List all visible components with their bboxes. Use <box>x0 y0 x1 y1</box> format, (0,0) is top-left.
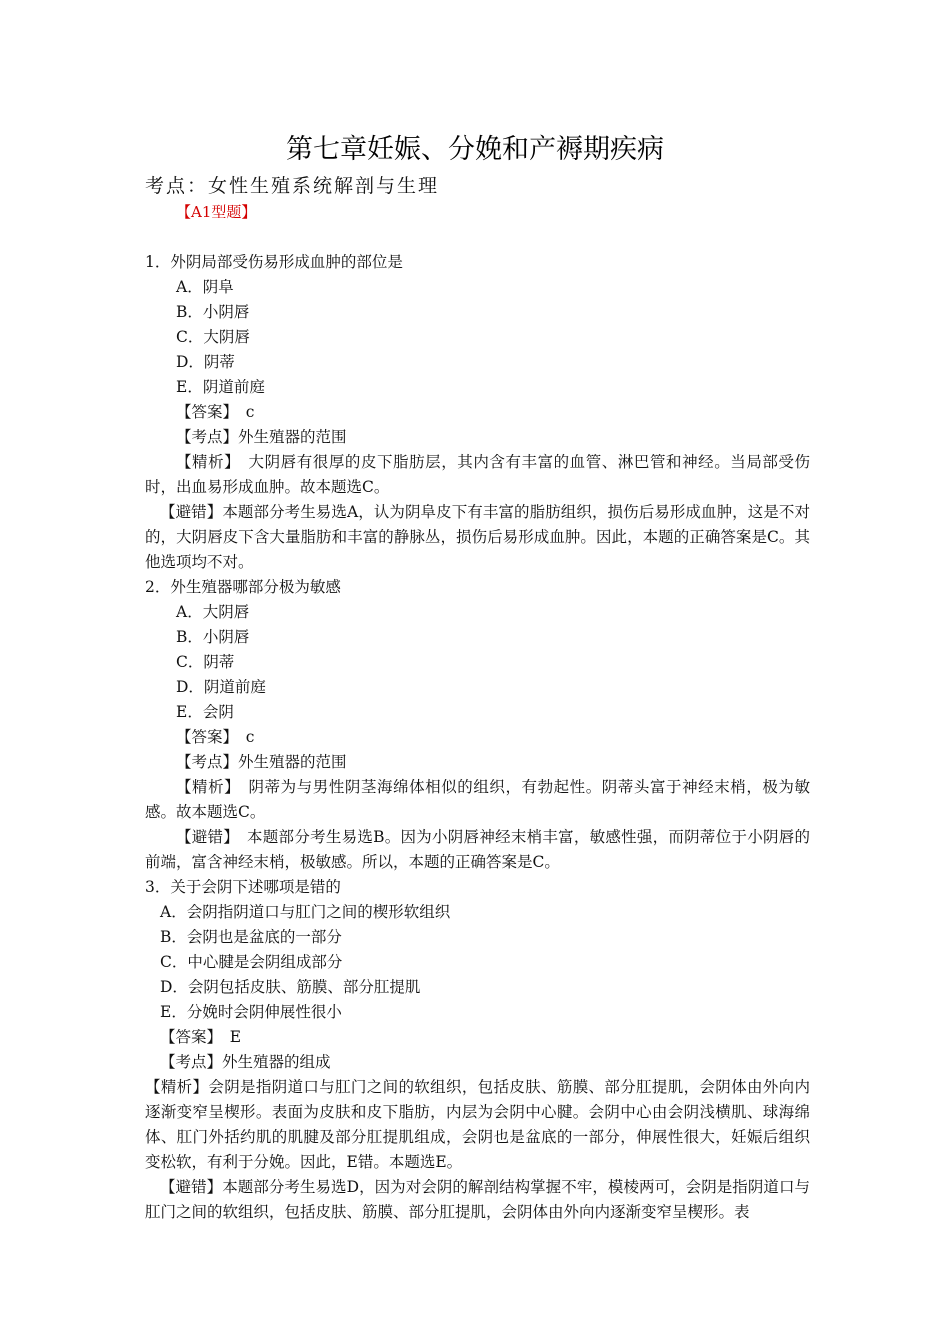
q3-stem: 3．关于会阴下述哪项是错的 <box>145 878 341 896</box>
chapter-title: 第七章妊娠、分娩和产褥期疾病 <box>286 134 664 165</box>
q3-option-e: E．分娩时会阴伸展性很小 <box>160 1003 342 1021</box>
q3-error: 【避错】本题部分考生易选D，因为对会阴的解剖结构掌握不牢，模棱两可，会阴是指阴道口与肛门之间的软组织，包括皮肤、筋膜、部分肛提肌，会阴体由外向内逐渐变窄呈楔形。表 <box>145 1178 810 1221</box>
q2-option-c: C．阴蒂 <box>176 653 235 671</box>
question-type-label: 【A1型题】 <box>176 203 257 221</box>
q1-option-e: E．阴道前庭 <box>176 378 265 396</box>
q1-option-c: C．大阴唇 <box>176 328 250 346</box>
q2-option-e: E．会阴 <box>176 703 234 721</box>
q3-option-c: C．中心腱是会阴组成部分 <box>160 953 343 971</box>
q3-option-b: B．会阴也是盆底的一部分 <box>160 928 342 946</box>
q1-option-b: B．小阴唇 <box>176 303 250 321</box>
exam-point-heading: 考点：女性生殖系统解剖与生理 <box>145 175 440 197</box>
q2-error: 【避错】 本题部分考生易选B。因为小阴唇神经末梢丰富，敏感性强，而阴蒂位于小阴唇的前端，富含神经末梢，极敏感。所以，本题的正确答案是C。 <box>145 828 810 871</box>
q3-option-d: D．会阴包括皮肤、筋膜、部分肛提肌 <box>160 978 421 996</box>
q1-error: 【避错】本题部分考生易选A，认为阴阜皮下有丰富的脂肪组织，损伤后易形成血肿，这是不对的，大阴唇皮下含大量脂肪和丰富的静脉丛，损伤后易形成血肿。因此，本题的正确答案是C。其他选项均不对。 <box>145 503 810 571</box>
q3-option-a: A．会阴指阴道口与肛门之间的楔形软组织 <box>160 903 451 921</box>
q2-option-d: D．阴道前庭 <box>176 678 266 696</box>
q2-answer: 【答案】 c <box>176 728 255 746</box>
q2-option-a: A．大阴唇 <box>176 603 250 621</box>
q1-point: 【考点】外生殖器的范围 <box>176 428 347 446</box>
q1-option-d: D．阴蒂 <box>176 353 235 371</box>
q1-analysis: 【精析】 大阴唇有很厚的皮下脂肪层，其内含有丰富的血管、淋巴管和神经。当局部受伤时，出血易形成血肿。故本题选C。 <box>145 453 810 496</box>
q1-stem: 1．外阴局部受伤易形成血肿的部位是 <box>145 253 403 271</box>
q1-option-a: A．阴阜 <box>176 278 234 296</box>
q2-point: 【考点】外生殖器的范围 <box>176 753 347 771</box>
q3-point: 【考点】外生殖器的组成 <box>160 1053 331 1071</box>
q2-option-b: B．小阴唇 <box>176 628 250 646</box>
q2-analysis: 【精析】 阴蒂为与男性阴茎海绵体相似的组织，有勃起性。阴蒂头富于神经末梢，极为敏感。故本题选C。 <box>145 778 810 821</box>
q2-stem: 2．外生殖器哪部分极为敏感 <box>145 578 341 596</box>
q3-analysis: 【精析】会阴是指阴道口与肛门之间的软组织，包括皮肤、筋膜、部分肛提肌，会阴体由外向内逐渐变窄呈楔形。表面为皮肤和皮下脂肪，内层为会阴中心腱。会阴中心由会阴浅横肌、球海绵体、肛门外括约肌的肌腱及部分肛提肌组成，会阴也是盆底的一部分，伸展性很大，妊娠后组织变松软，有利于分娩。因此，E错。本题选E。 <box>145 1078 810 1171</box>
q3-answer: 【答案】 E <box>160 1028 242 1046</box>
q1-answer: 【答案】 c <box>176 403 255 421</box>
